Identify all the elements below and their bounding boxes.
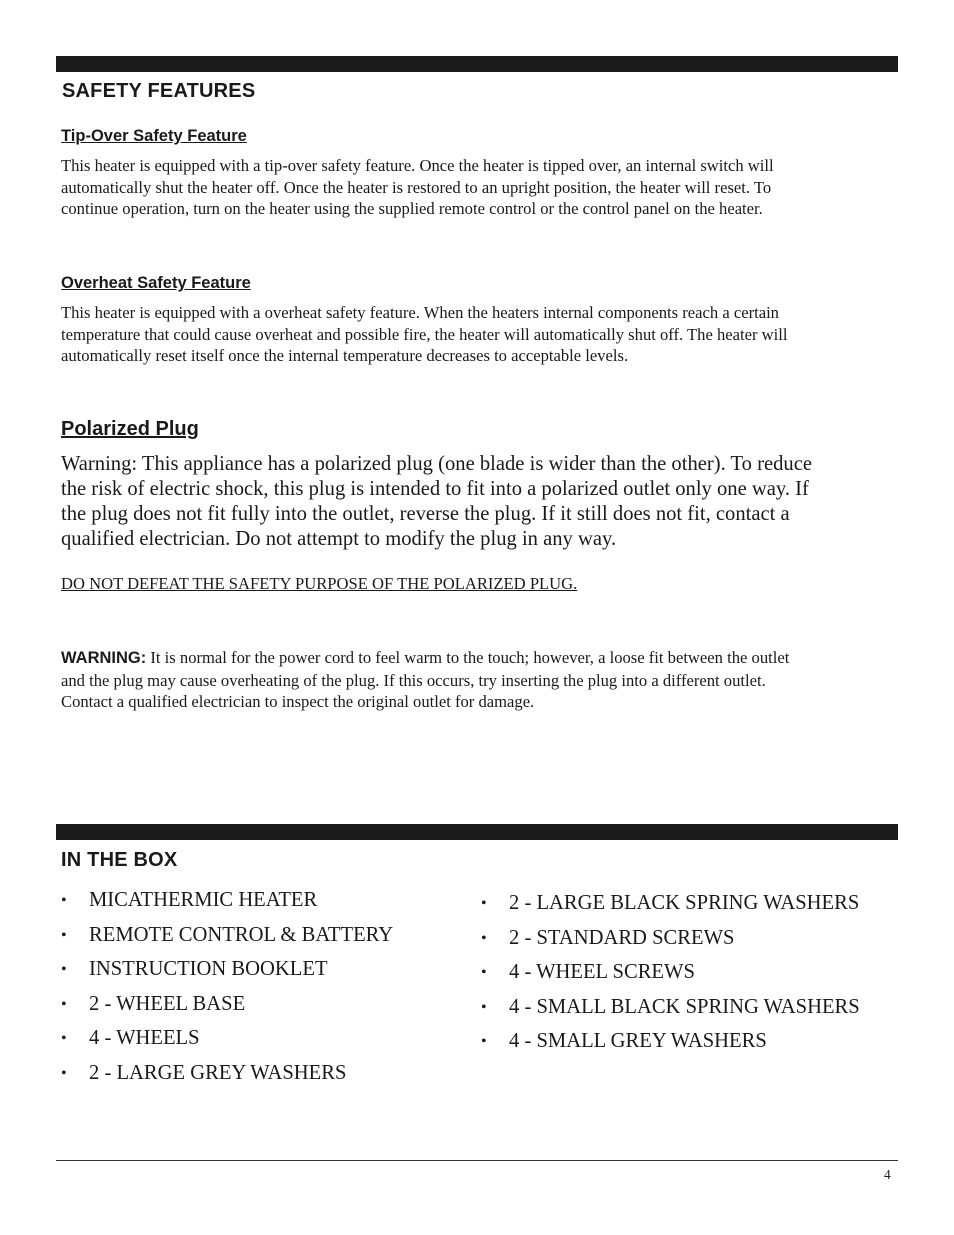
warning-line bbox=[61, 647, 901, 670]
heading-tipover: Tip-Over Safety Feature bbox=[61, 127, 247, 145]
list-item-label: 2 - LARGE GREY WASHERS bbox=[89, 1061, 347, 1084]
list-item bbox=[61, 923, 393, 958]
warning-label: WARNING: bbox=[61, 649, 147, 667]
bullet-icon: • bbox=[481, 964, 487, 981]
bullet-icon: • bbox=[61, 1064, 67, 1082]
list-item bbox=[481, 1029, 860, 1064]
list-item bbox=[61, 992, 393, 1027]
overheat-line: This heater is equipped with a overheat safety feature. When the heaters internal components reach a certain bbox=[61, 303, 779, 322]
bullet-icon: • bbox=[61, 926, 67, 944]
list-item-label: 2 - LARGE BLACK SPRING WASHERS bbox=[509, 892, 860, 914]
warning-line: and the plug may cause overheating of the plug. If this occurs, try inserting the plug into a different outlet. bbox=[61, 670, 766, 690]
plug-line: the risk of electric shock, this plug is intended to fit into a polarized outlet only one way. If bbox=[61, 478, 809, 500]
warning-text: It is normal for the power cord to feel warm to the touch; however, a loose fit between the outlet bbox=[146, 648, 790, 667]
page-number: 4 bbox=[884, 1167, 891, 1182]
bullet-icon: • bbox=[61, 995, 67, 1013]
tipover-line: This heater is equipped with a tip-over safety feature. Once the heater is tipped over, an internal switch will bbox=[61, 156, 774, 175]
bullet-icon: • bbox=[61, 1030, 67, 1047]
list-item bbox=[481, 926, 860, 961]
box-contents-right-list bbox=[481, 891, 860, 1064]
list-item bbox=[481, 995, 860, 1030]
list-item-label: 4 - SMALL GREY WASHERS bbox=[509, 1030, 767, 1052]
heading-polarized-plug: Polarized Plug bbox=[61, 418, 199, 440]
box-contents-left-list bbox=[61, 888, 393, 1095]
tipover-line: automatically shut the heater off. Once the heater is restored to an upright position, the heater will reset. To bbox=[61, 177, 772, 197]
warning-line: Contact a qualified electrician to inspect the original outlet for damage. bbox=[61, 692, 535, 711]
tipover-line: continue operation, turn on the heater using the supplied remote control or the control panel on the heater. bbox=[61, 199, 763, 218]
list-item-label: 4 - WHEELS bbox=[89, 1027, 200, 1049]
list-item-label: INSTRUCTION BOOKLET bbox=[89, 958, 328, 980]
list-item-label: REMOTE CONTROL & BATTERY bbox=[89, 923, 394, 946]
overheat-line: automatically reset itself once the internal temperature decreases to acceptable levels. bbox=[61, 346, 629, 365]
overheat-line: temperature that could cause overheat and possible fire, the heater will automatically shut off. The heater will bbox=[61, 324, 788, 344]
footer-divider bbox=[56, 1160, 898, 1161]
bullet-icon: • bbox=[61, 961, 67, 978]
list-item bbox=[61, 957, 393, 992]
list-item-label: 2 - WHEEL BASE bbox=[89, 992, 246, 1015]
list-item bbox=[61, 1026, 393, 1061]
list-item bbox=[481, 891, 860, 926]
list-item-label: 4 - WHEEL SCREWS bbox=[509, 961, 695, 983]
bullet-icon: • bbox=[61, 892, 67, 909]
polarized-plug-note: DO NOT DEFEAT THE SAFETY PURPOSE OF THE POLARIZED PLUG. bbox=[61, 574, 578, 593]
section-bar-safety bbox=[56, 56, 898, 72]
plug-line: the plug does not fit fully into the outlet, reverse the plug. If it still does not fit, contact a bbox=[61, 503, 790, 525]
list-item-label: MICATHERMIC HEATER bbox=[89, 889, 318, 911]
list-item bbox=[61, 1061, 393, 1096]
list-item-label: 4 - SMALL BLACK SPRING WASHERS bbox=[509, 995, 860, 1018]
plug-paragraph bbox=[61, 452, 871, 552]
plug-line: Warning: This appliance has a polarized plug (one blade is wider than the other). To reduce bbox=[61, 453, 812, 475]
tipover-paragraph bbox=[61, 155, 891, 220]
warning-paragraph bbox=[61, 647, 901, 713]
bullet-icon: • bbox=[481, 929, 487, 947]
bullet-icon: • bbox=[481, 998, 487, 1016]
list-item bbox=[481, 960, 860, 995]
bullet-icon: • bbox=[481, 895, 487, 912]
heading-in-the-box: IN THE BOX bbox=[61, 849, 178, 871]
plug-line: qualified electrician. Do not attempt to modify the plug in any way. bbox=[61, 528, 617, 550]
heading-safety-features: SAFETY FEATURES bbox=[62, 80, 256, 102]
list-item-label: 2 - STANDARD SCREWS bbox=[509, 926, 735, 949]
list-item bbox=[61, 888, 393, 923]
bullet-icon: • bbox=[481, 1033, 487, 1050]
heading-overheat: Overheat Safety Feature bbox=[61, 274, 251, 292]
section-bar-in-the-box bbox=[56, 824, 898, 840]
overheat-paragraph bbox=[61, 302, 891, 367]
